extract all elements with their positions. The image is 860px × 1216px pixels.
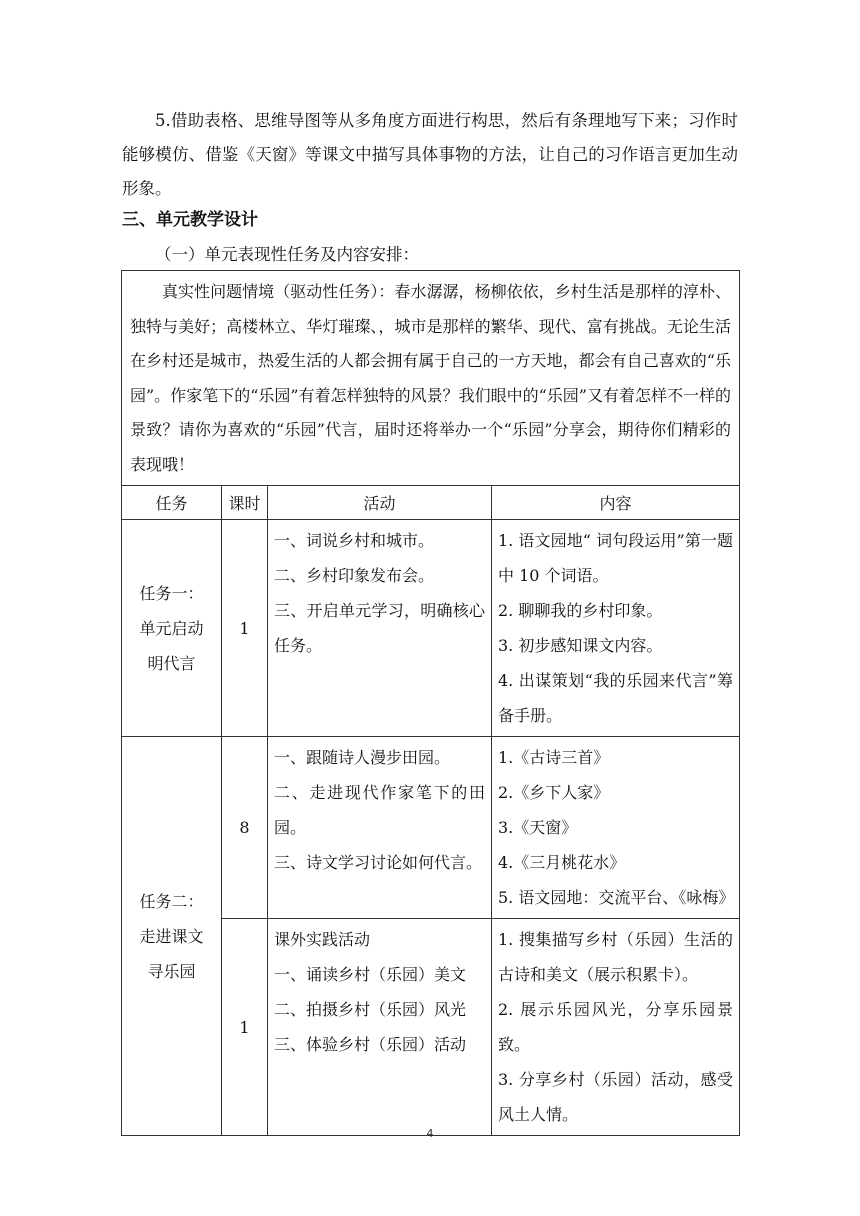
content-item: 1. 语文园地“ 词句段运用”第一题中 10 个词语。 (498, 531, 733, 585)
content-item: 4.《三月桃花水》 (498, 853, 626, 872)
content-item: 1.《古诗三首》 (498, 748, 610, 767)
activity-item: 二、走进现代作家笔下的田园。 (274, 783, 485, 837)
activity-item: 课外实践活动 (274, 930, 371, 949)
intro-paragraph: 5.借助表格、思维导图等从多角度方面进行构思，然后有条理地写下来；习作时能够模仿、借鉴《天窗》等课文中描写具体事物的方法，让自己的习作语言更加生动形象。 (122, 111, 738, 198)
activity-item: 一、诵读乡村（乐园）美文 (274, 965, 467, 984)
content-item: 4. 出谋策划“我的乐园来代言”筹备手册。 (498, 671, 733, 725)
section-heading: 三、单元教学设计 (122, 210, 258, 230)
activity-item: 三、诗文学习讨论如何代言。 (274, 853, 483, 872)
content-item: 2. 聊聊我的乡村印象。 (498, 601, 663, 620)
task2-part1-activities (268, 737, 492, 919)
activity-item: 三、开启单元学习，明确核心任务。 (274, 601, 485, 655)
task1-name-line: 单元启动 (139, 618, 204, 638)
task-table (121, 270, 740, 1136)
content-item: 3.《天窗》 (498, 818, 578, 837)
task2-part2-contents (492, 919, 740, 1136)
task2-name-line: 寻乐园 (147, 961, 196, 981)
task2-part2-activities (268, 919, 492, 1136)
task2-part1-hours: 8 (222, 737, 268, 919)
task2-part1-contents (492, 737, 740, 919)
header-hours: 课时 (222, 486, 268, 520)
content-item: 5. 语文园地：交流平台、《咏梅》 (498, 888, 735, 907)
scenario-text: 真实性问题情境（驱动性任务）：春水潺潺，杨柳依依，乡村生活是那样的淳朴、独特与美好；高楼林立、华灯璀璨、，城市是那样的繁华、现代、富有挑战。无论生活在乡村还是城市，热爱生活的人都会拥有属于自己的一方天地，都会有自己喜欢的“乐园”。作家笔下的“乐园”有着怎样独特的风景？我们眼中的“乐园”又有着怎样不一样的景致？请你为喜欢的“乐园”代言，届时还将举办一个“乐园”分享会，期待你们精彩的表现哦！ (122, 271, 740, 486)
page-number: 4 (426, 1127, 434, 1140)
section-subheading: （一）单元表现性任务及内容安排： (155, 245, 419, 264)
activity-item: 二、拍摄乡村（乐园）风光 (274, 1000, 467, 1019)
task2-name-line: 任务二： (139, 891, 204, 911)
content-item: 2.《乡下人家》 (498, 783, 610, 802)
task1-name-line: 任务一： (139, 583, 204, 603)
table-row (122, 520, 740, 737)
content-item: 3. 初步感知课文内容。 (498, 636, 663, 655)
content-item: 1. 搜集描写乡村（乐园）生活的古诗和美文（展示积累卡）。 (498, 930, 733, 984)
task2-name (122, 737, 222, 1136)
header-content: 内容 (492, 486, 740, 520)
activity-item: 二、乡村印象发布会。 (274, 566, 435, 585)
task2-part2-hours: 1 (222, 919, 268, 1136)
task2-name-line: 走进课文 (139, 926, 204, 946)
task1-name-line: 明代言 (147, 653, 196, 673)
activity-item: 三、体验乡村（乐园）活动 (274, 1035, 467, 1054)
table-row (122, 737, 740, 919)
task1-activities (268, 520, 492, 737)
task1-contents (492, 520, 740, 737)
header-activity: 活动 (268, 486, 492, 520)
content-item: 2. 展示乐园风光，分享乐园景致。 (498, 1000, 733, 1054)
scenario-row (122, 271, 740, 486)
task1-name (122, 520, 222, 737)
task1-hours: 1 (222, 520, 268, 737)
activity-item: 一、跟随诗人漫步田园。 (274, 748, 451, 767)
activity-item: 一、词说乡村和城市。 (274, 531, 435, 550)
header-row (122, 486, 740, 520)
content-item: 3. 分享乡村（乐园）活动，感受风土人情。 (498, 1070, 733, 1124)
header-task: 任务 (122, 486, 222, 520)
